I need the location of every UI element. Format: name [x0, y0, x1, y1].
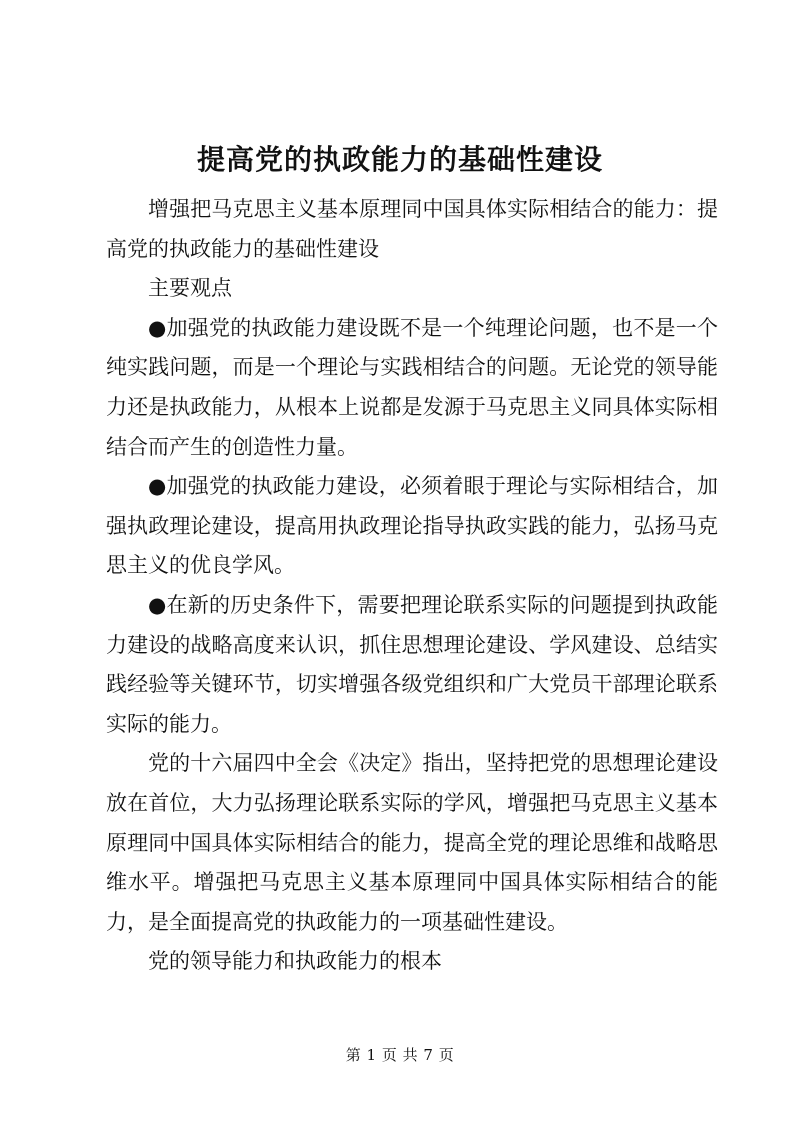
- paragraph-main-points-heading: 主要观点: [148, 276, 232, 301]
- document-title: 提高党的执政能力的基础性建设: [196, 143, 603, 176]
- page-footer: 第 1 页 共 7 页: [345, 1046, 455, 1064]
- paragraph-intro: 增强把马克思主义基本原理同中国具体实际相结合的能力：提高党的执政能力的基础性建设: [106, 197, 718, 261]
- paragraph-decision: 党的十六届四中全会《决定》指出，坚持把党的思想理论建设放在首位，大力弘扬理论联系实际的学风，增强把马克思主义基本原理同中国具体实际相结合的能力，提高全党的理论思维和战略思维水平。增强把马克思主义基本原理同中国具体实际相结合的能力，是全面提高党的执政能力的一项基础性建设。: [106, 751, 718, 934]
- paragraph-section-heading: 党的领导能力和执政能力的根本: [148, 949, 442, 974]
- document-body: [106, 190, 718, 982]
- paragraph-point-1: ●加强党的执政能力建设既不是一个纯理论问题，也不是一个纯实践问题，而是一个理论与实践相结合的问题。无论党的领导能力还是执政能力，从根本上说都是发源于马克思主义同具体实际相结合而产生的创造性力量。: [106, 315, 718, 459]
- paragraph-point-2: ●加强党的执政能力建设，必须着眼于理论与实际相结合，加强执政理论建设，提高用执政理论指导执政实践的能力，弘扬马克思主义的优良学风。: [106, 474, 718, 578]
- paragraph-point-3: ●在新的历史条件下，需要把理论联系实际的问题提到执政能力建设的战略高度来认识，抓住思想理论建设、学风建设、总结实践经验等关键环节，切实增强各级党组织和广大党员干部理论联系实际的能力。: [106, 592, 718, 736]
